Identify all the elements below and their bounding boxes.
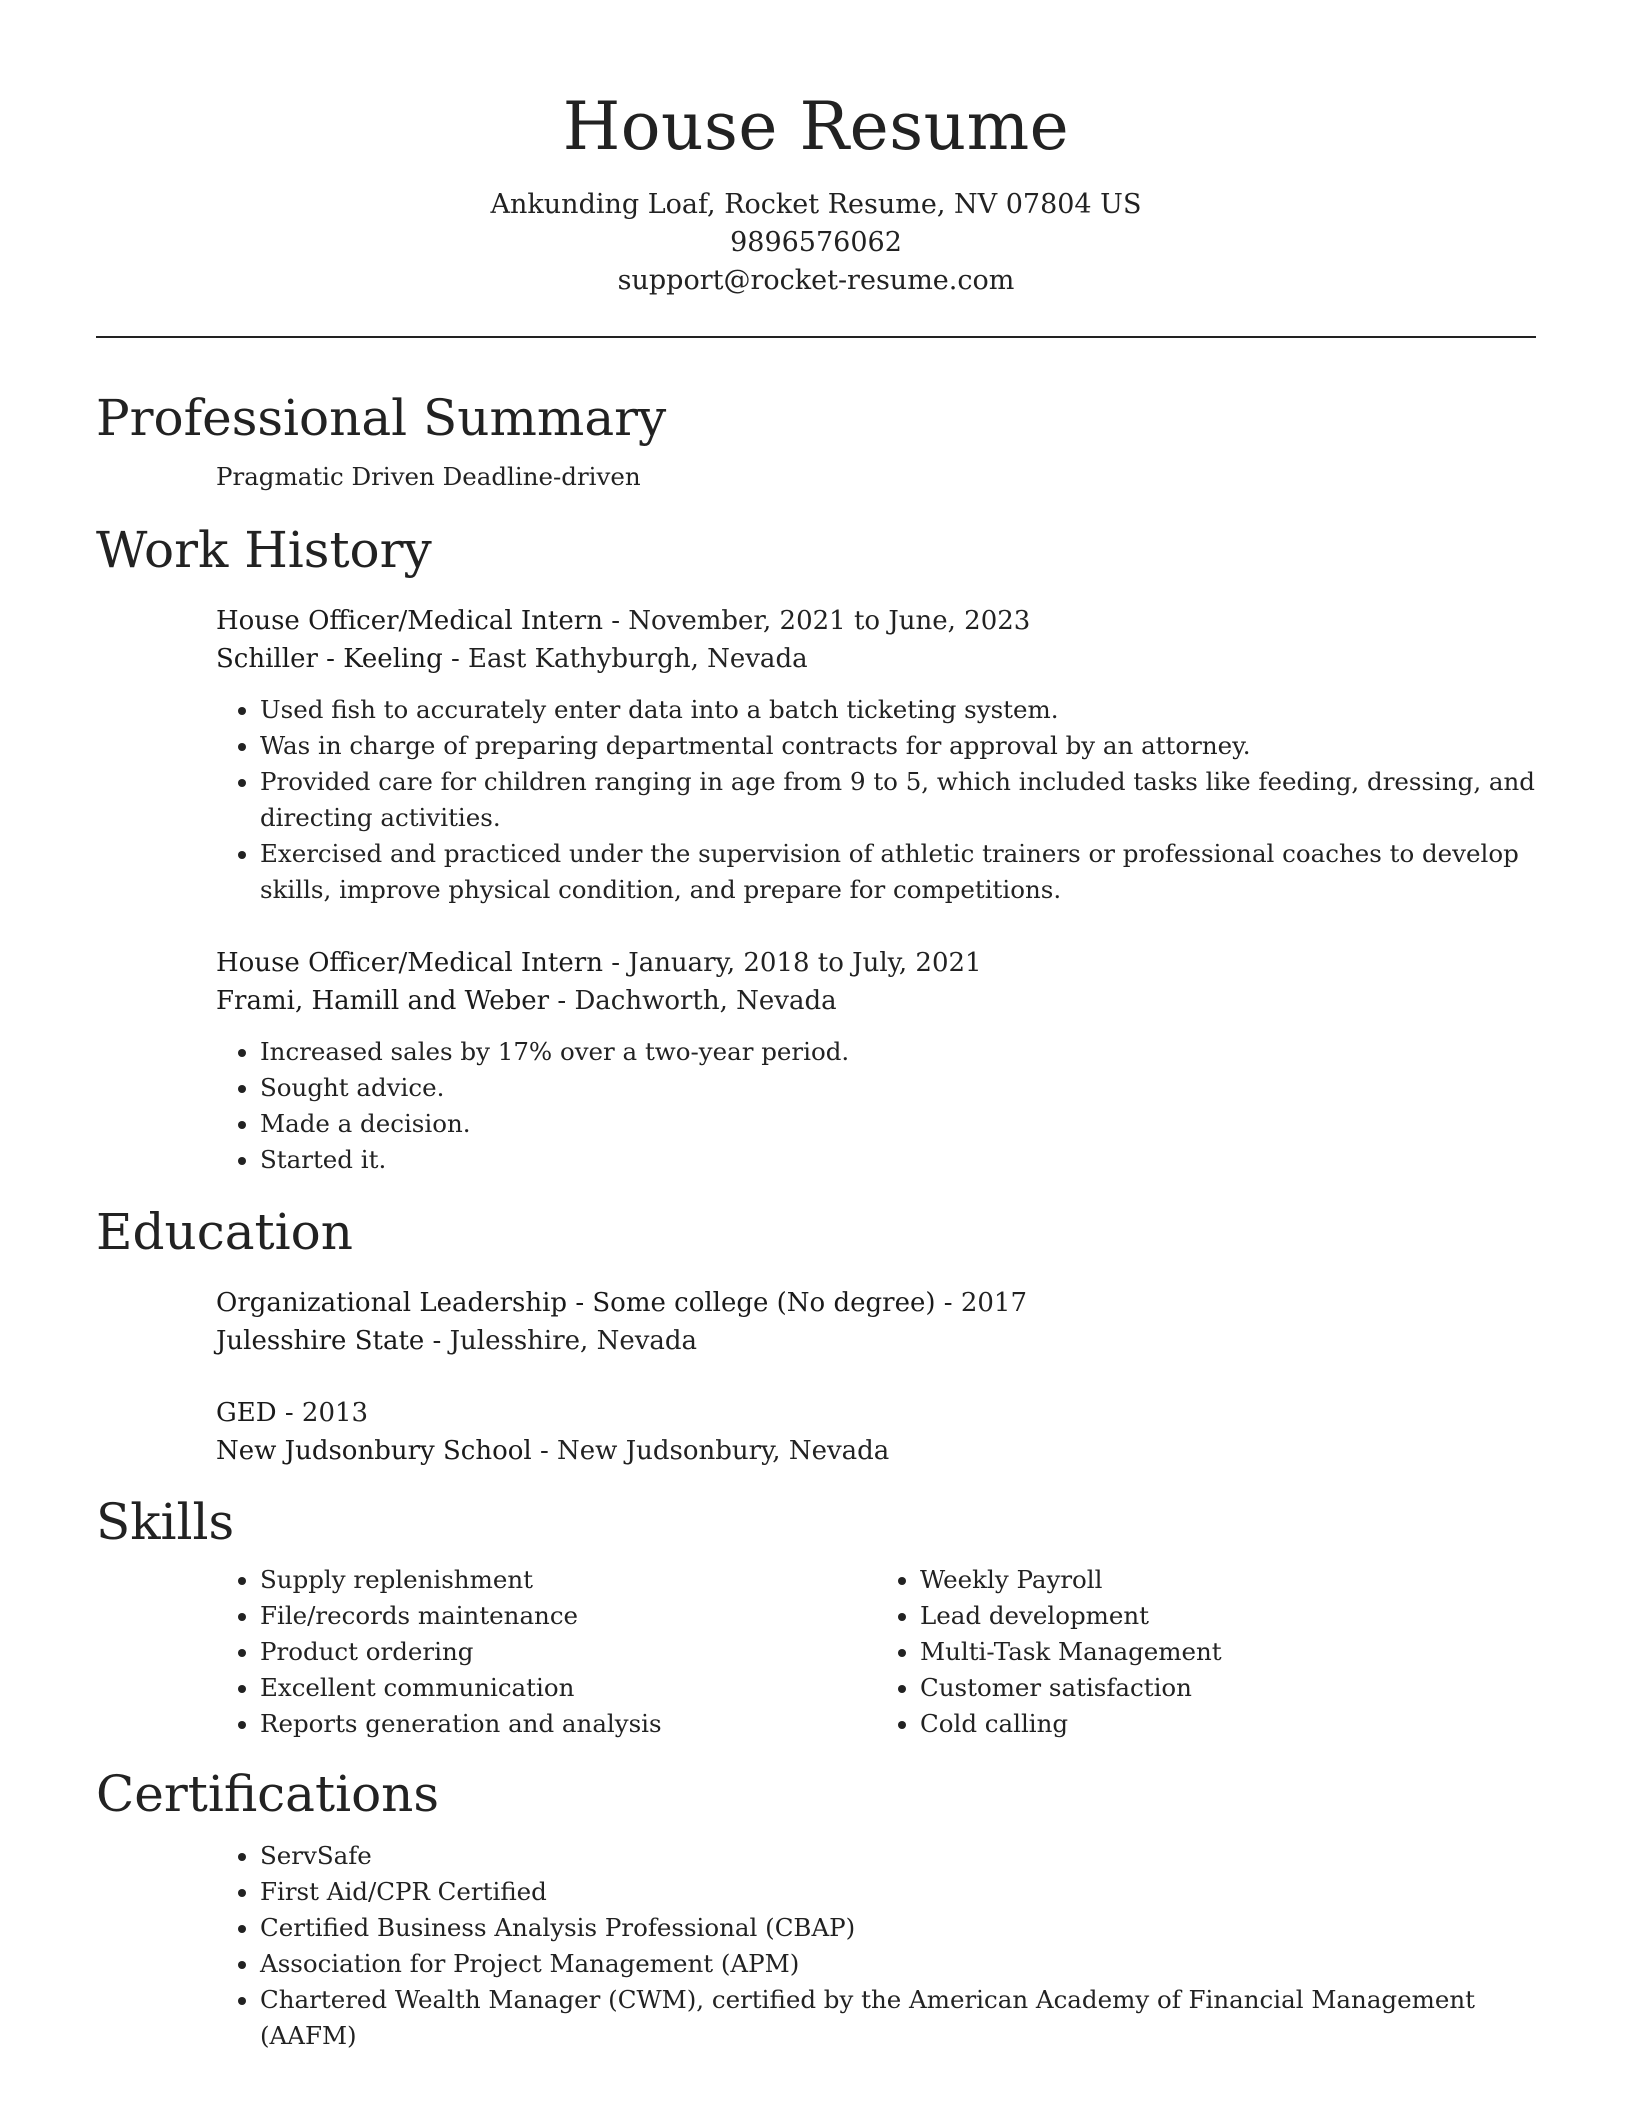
- candidate-name: House Resume: [562, 88, 1070, 165]
- employer-name: Schiller - Keeling: [216, 644, 443, 674]
- job-title-line: [216, 602, 1536, 640]
- job-location: - Dachworth, Nevada: [549, 986, 837, 1016]
- job-title: House Officer/Medical Intern: [216, 948, 603, 978]
- section-heading: Education: [96, 1203, 353, 1261]
- section-heading: Work History: [96, 521, 432, 579]
- job-entry: [96, 602, 1536, 908]
- school-name: Julesshire State: [216, 1326, 425, 1356]
- list-item: • Multi-Task Management: [920, 1634, 1536, 1670]
- section-professional-summary: [96, 388, 1536, 496]
- list-item: • File/records maintenance: [260, 1598, 876, 1634]
- list-item: • Product ordering: [260, 1634, 876, 1670]
- section-education: [96, 1202, 1536, 1470]
- education-entry: [96, 1394, 1536, 1470]
- school-line: [216, 1432, 1536, 1470]
- list-item: • Started it.: [260, 1142, 1536, 1178]
- header-divider: [96, 336, 1536, 338]
- phone-number: 9896576062: [730, 227, 902, 258]
- job-employer-line: [216, 982, 1536, 1020]
- job-dates: - November, 2021 to June, 2023: [602, 606, 1031, 636]
- list-item: • Made a decision.: [260, 1106, 1536, 1142]
- list-item: • Was in charge of preparing departmental contracts for approval by an attorney.: [260, 728, 1536, 764]
- list-item: • Reports generation and analysis: [260, 1706, 876, 1742]
- resume-header: [96, 0, 1536, 300]
- list-item: • Customer satisfaction: [920, 1670, 1536, 1706]
- section-certifications: [96, 1764, 1536, 2054]
- list-item: • Association for Project Management (APM): [260, 1946, 1536, 1982]
- email-address: support@rocket-resume.com: [617, 265, 1015, 296]
- address: Ankunding Loaf, Rocket Resume, NV 07804 US: [490, 189, 1142, 220]
- job-title: House Officer/Medical Intern: [216, 606, 603, 636]
- section-work-history: [96, 520, 1536, 1178]
- employer-name: Frami, Hamill and Weber: [216, 986, 550, 1016]
- skills-column-left: [216, 1562, 876, 1742]
- degree: GED: [216, 1398, 277, 1428]
- school-name: New Judsonbury School: [216, 1436, 532, 1466]
- list-item: • Certified Business Analysis Professional (CBAP): [260, 1910, 1536, 1946]
- job-location: - East Kathyburgh, Nevada: [442, 644, 808, 674]
- section-heading: Skills: [96, 1493, 235, 1551]
- school-location: - New Judsonbury, Nevada: [531, 1436, 890, 1466]
- school-location: - Julesshire, Nevada: [424, 1326, 698, 1356]
- list-item: • Provided care for children ranging in age from 9 to 5, which included tasks like feeding, dressing, and directing activities.: [260, 764, 1536, 836]
- section-skills: [96, 1492, 1536, 1742]
- degree-line: [216, 1394, 1536, 1432]
- job-duties: [216, 692, 1536, 908]
- list-item: • Sought advice.: [260, 1070, 1536, 1106]
- list-item: • Exercised and practiced under the supervision of athletic trainers or professional coaches to develop skills, improve physical condition, and prepare for competitions.: [260, 836, 1536, 908]
- section-heading: Professional Summary: [96, 389, 667, 447]
- job-duties: [216, 1034, 1536, 1178]
- list-item: • Cold calling: [920, 1706, 1536, 1742]
- degree-line: [216, 1284, 1536, 1322]
- list-item: • Increased sales by 17% over a two-year period.: [260, 1034, 1536, 1070]
- summary-text: Pragmatic Driven Deadline-driven: [216, 462, 641, 491]
- list-item: • Supply replenishment: [260, 1562, 876, 1598]
- list-item: • Excellent communication: [260, 1670, 876, 1706]
- graduation-year: - 2013: [276, 1398, 369, 1428]
- list-item: • ServSafe: [260, 1838, 1536, 1874]
- certifications-items: [216, 1838, 1536, 2054]
- list-item: • Chartered Wealth Manager (CWM), certified by the American Academy of Financial Management (AAFM): [260, 1982, 1536, 2054]
- resume-page: [96, 0, 1536, 2054]
- job-title-line: [216, 944, 1536, 982]
- section-heading: Certifications: [96, 1765, 440, 1823]
- list-item: • First Aid/CPR Certified: [260, 1874, 1536, 1910]
- degree: Organizational Leadership - Some college (No degree): [216, 1288, 936, 1318]
- skills-list: [96, 1562, 1536, 1742]
- education-entry: [96, 1284, 1536, 1360]
- skills-column-right: [876, 1562, 1536, 1742]
- school-line: [216, 1322, 1536, 1360]
- job-entry: [96, 944, 1536, 1178]
- list-item: • Weekly Payroll: [920, 1562, 1536, 1598]
- list-item: • Lead development: [920, 1598, 1536, 1634]
- certifications-list: [96, 1838, 1536, 2054]
- job-dates: - January, 2018 to July, 2021: [602, 948, 982, 978]
- graduation-year: - 2017: [935, 1288, 1027, 1318]
- job-employer-line: [216, 640, 1536, 678]
- list-item: • Used fish to accurately enter data into a batch ticketing system.: [260, 692, 1536, 728]
- contact-info: [96, 186, 1536, 300]
